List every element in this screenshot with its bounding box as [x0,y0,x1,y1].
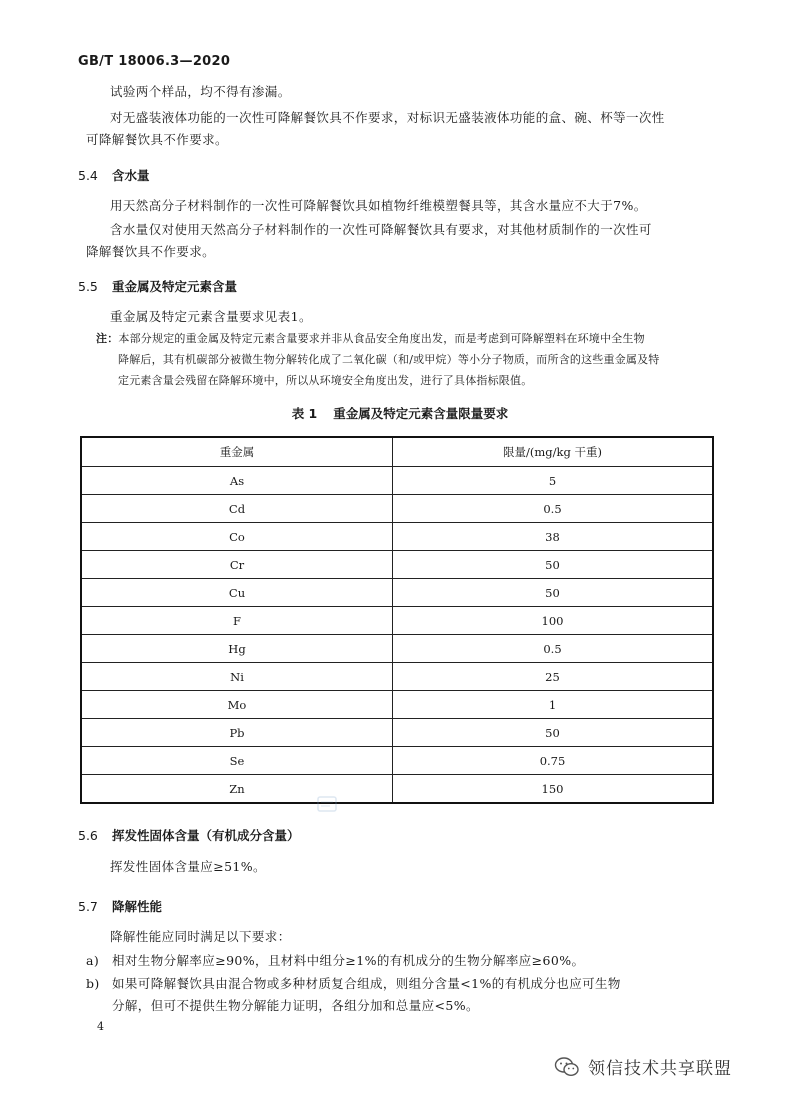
section-number: 5.7 [78,899,98,914]
watermark [554,1054,732,1079]
column-header: 限量/(mg/kg 干重) [393,437,714,467]
table-row [81,663,713,691]
element-cell: Zn [81,775,393,804]
element-cell: Ni [81,663,393,691]
element-cell: Cd [81,495,393,523]
standard-code-header: GB/T 18006.3—2020 [78,54,231,69]
sec57-paragraph-1: 降解性能应同时满足以下要求： [110,929,291,944]
element-cell: Co [81,523,393,551]
limit-cell: 38 [393,523,714,551]
element-cell: As [81,467,393,495]
limit-cell: 25 [393,663,714,691]
section-5-6-heading [78,826,300,844]
table-row [81,747,713,775]
sec54-paragraph-1: 用天然高分子材料制作的一次性可降解餐饮具如植物纤维模塑餐具等，其含水量应不大于7%。 [110,198,647,213]
note-text: 本部分规定的重金属及特定元素含量要求并非从食品安全角度出发，而是考虑到可降解塑料在环境中全生物 [118,332,645,345]
table-row [81,551,713,579]
limit-cell: 50 [393,719,714,747]
element-cell: Pb [81,719,393,747]
sec57-item-b-line-1 [86,973,621,994]
table-header-row [81,437,713,467]
sec55-paragraph-1: 重金属及特定元素含量要求见表1。 [110,309,312,324]
table-row [81,495,713,523]
table-row [81,579,713,607]
sec55-note-line-3: 定元素含量会残留在降解环境中，所以从环境安全角度出发，进行了具体指标限值。 [118,374,533,387]
section-5-7-heading [78,897,162,915]
element-cell: F [81,607,393,635]
table-title: 重金属及特定元素含量限量要求 [333,406,509,421]
table-row [81,635,713,663]
limit-cell: 0.5 [393,635,714,663]
section-number: 5.5 [78,279,98,294]
element-cell: Hg [81,635,393,663]
table-caption [0,404,800,422]
element-cell: Mo [81,691,393,719]
intro-line-1: 试验两个样品，均不得有渗漏。 [110,84,291,99]
limit-cell: 0.75 [393,747,714,775]
sec55-note-line-1 [96,329,645,348]
section-title: 降解性能 [112,899,163,914]
list-marker: a) [86,953,100,968]
limit-cell: 100 [393,607,714,635]
table-row [81,691,713,719]
section-title: 重金属及特定元素含量 [112,279,238,294]
table-row [81,523,713,551]
sec57-item-a [86,950,584,971]
column-header: 重金属 [81,437,393,467]
table-row [81,719,713,747]
heavy-metal-limits-table [80,436,714,804]
intro-line-2b: 可降解餐饮具不作要求。 [86,132,228,147]
element-cell: Cr [81,551,393,579]
sec57-item-b-line-2: 分解，但可不提供生物分解能力证明，各组分加和总量应<5%。 [112,998,479,1013]
section-5-4-heading [78,166,150,184]
wechat-icon [554,1056,580,1078]
limit-cell: 0.5 [393,495,714,523]
limit-cell: 50 [393,551,714,579]
sec55-note-line-2: 降解后，其有机碳部分被微生物分解转化成了二氧化碳（和/或甲烷）等小分子物质，而所含的这些重金属及特 [118,353,660,366]
sec54-paragraph-2b: 降解餐饮具不作要求。 [86,244,216,259]
limit-cell: 50 [393,579,714,607]
limit-cell: 5 [393,467,714,495]
watermark-text: 领信技术共享联盟 [588,1059,732,1079]
list-item-text: 如果可降解餐饮具由混合物或多种材质复合组成，则组分含量<1%的有机成分也应可生物 [112,976,621,991]
table-number: 表 1 [291,406,318,421]
sec54-paragraph-2a: 含水量仅对使用天然高分子材料制作的一次性可降解餐饮具有要求，对其他材质制作的一次性可 [110,222,652,237]
list-marker: b) [86,976,100,991]
page-number: 4 [97,1020,104,1033]
section-title: 挥发性固体含量（有机成分含量） [112,828,300,843]
faint-stamp-icon [316,793,338,815]
intro-line-2a: 对无盛装液体功能的一次性可降解餐饮具不作要求，对标识无盛装液体功能的盒、碗、杯等一次性 [110,110,665,125]
section-title: 含水量 [112,168,150,183]
section-number: 5.6 [78,828,98,843]
sec56-paragraph-1: 挥发性固体含量应≥51%。 [110,859,266,874]
limit-cell: 150 [393,775,714,804]
list-item-text: 相对生物分解率应≥90%，且材料中组分≥1%的有机成分的生物分解率应≥60%。 [112,953,585,968]
section-5-5-heading [78,277,237,295]
element-cell: Se [81,747,393,775]
table-row [81,467,713,495]
table-row [81,607,713,635]
note-label: 注： [96,332,119,345]
limit-cell: 1 [393,691,714,719]
section-number: 5.4 [78,168,98,183]
element-cell: Cu [81,579,393,607]
table-row [81,775,713,804]
